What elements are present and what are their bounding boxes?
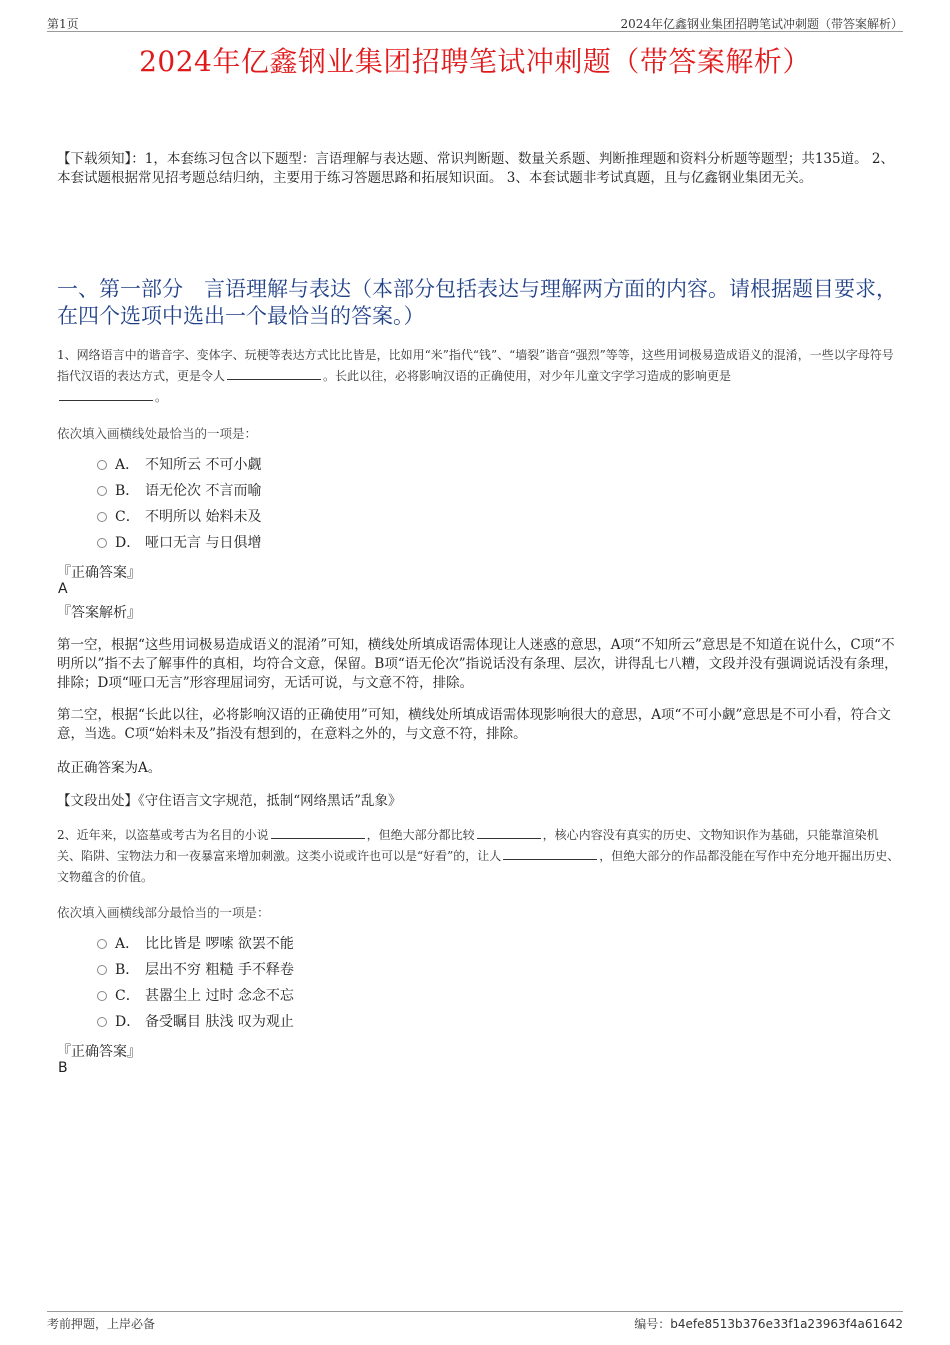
option-c[interactable]: C． 不明所以 始料未及 xyxy=(97,504,261,530)
option-b[interactable]: B． 语无伦次 不言而喻 xyxy=(97,478,261,504)
source-note: 【文段出处】《守住语言文字规范，抵制“网络黑话”乱象》 xyxy=(57,793,402,809)
option-b[interactable]: B． 层出不穷 粗糙 手不释卷 xyxy=(97,957,294,983)
answer-blank xyxy=(271,826,365,839)
header-doc-title: 2024年亿鑫钢业集团招聘笔试冲刺题（带答案解析） xyxy=(620,17,903,31)
question-2-options xyxy=(97,931,294,1035)
question-1-text: 1、网络语言中的谐音字、变体字、玩梗等表达方式比比皆是，比如用“米”指代“钱”、“墙裂”谐音“强烈”等等，这些用词极易造成语义的混淆，一些以字母符号指代汉语的表达方式，更是令人 。长此以往，必将影响汉语的正确使用，对少年儿童文字学习造成的影响更是 。 xyxy=(57,348,894,404)
question-2-text: 2、近年来，以盗墓或考古为名目的小说 ，但绝大部分都比较 ，核心内容没有真实的历史、文物知识作为基础，只能靠渲染机关、陷阱、宝物法力和一夜暴富来增加刺激。这类小说或许也可以是“好看”的，让人 ，但绝大部分的作品都没能在写作中充分地开掘出历史、文物蕴含的价值。 xyxy=(57,828,900,884)
correct-answer: B xyxy=(58,1060,68,1076)
question-1-options xyxy=(97,452,261,556)
option-a[interactable]: A． 比比皆是 啰嗦 欲罢不能 xyxy=(97,931,294,957)
radio-icon[interactable] xyxy=(97,991,107,1001)
correct-answer: A xyxy=(58,581,68,597)
radio-icon[interactable] xyxy=(97,965,107,975)
option-a[interactable]: A． 不知所云 不可小觑 xyxy=(97,452,261,478)
correct-answer-label: 『正确答案』 xyxy=(57,1044,141,1060)
radio-icon[interactable] xyxy=(97,538,107,548)
section-title: 一、第一部分 言语理解与表达（本部分包括表达与理解两方面的内容。请根据题目要求，在四个选项中选出一个最恰当的答案。） xyxy=(57,277,897,328)
analysis-label: 『答案解析』 xyxy=(57,605,141,621)
answer-blank xyxy=(477,826,541,839)
option-c[interactable]: C． 甚嚣尘上 过时 念念不忘 xyxy=(97,983,294,1009)
analysis-paragraph-1: 第一空，根据“这些用词极易造成语义的混淆”可知，横线处所填成语需体现让人迷惑的意思，A项“不知所云”意思是不知道在说什么，C项“不明所以”指不去了解事件的真相，均符合文意，保留。B项“语无伦次”指说话没有条理、层次，讲得乱七八糟，文段并没有强调说话没有条理，排除；D项“哑口无言”形容理屈词穷，无话可说，与文意不符，排除。 xyxy=(57,637,898,691)
radio-icon[interactable] xyxy=(97,486,107,496)
page-footer xyxy=(47,1311,903,1331)
radio-icon[interactable] xyxy=(97,1017,107,1027)
correct-answer-label: 『正确答案』 xyxy=(57,565,141,581)
answer-blank xyxy=(59,388,153,401)
document-title: 2024年亿鑫钢业集团招聘笔试冲刺题（带答案解析） xyxy=(139,45,811,78)
radio-icon[interactable] xyxy=(97,512,107,522)
radio-icon[interactable] xyxy=(97,939,107,949)
page-header xyxy=(47,13,903,32)
analysis-conclusion: 故正确答案为A。 xyxy=(57,760,162,776)
option-d[interactable]: D． 哑口无言 与日俱增 xyxy=(97,530,261,556)
option-d[interactable]: D． 备受瞩目 肤浅 叹为观止 xyxy=(97,1009,294,1035)
question-2-lead: 依次填入画横线部分最恰当的一项是： xyxy=(57,905,270,920)
footer-code: 编号：b4efe8513b376e33f1a23963f4a61642 xyxy=(634,1317,903,1331)
radio-icon[interactable] xyxy=(97,460,107,470)
answer-blank xyxy=(503,847,597,860)
answer-blank xyxy=(227,367,321,380)
download-notice: 【下载须知】：1，本套练习包含以下题型：言语理解与表达题、常识判断题、数量关系题、判断推理题和资料分析题等题型；共135道。 2、本套试题根据常见招考题总结归纳，主要用于练习答题思路和拓展知识面。 3、本套试题非考试真题，且与亿鑫钢业集团无关。 xyxy=(57,151,894,186)
page-number: 第1页 xyxy=(47,17,79,31)
analysis-paragraph-2: 第二空，根据“长此以往，必将影响汉语的正确使用”可知，横线处所填成语需体现影响很大的意思，A项“不可小觑”意思是不可小看，符合文意，当选。C项“始料未及”指没有想到的，在意料之外的，与文意不符，排除。 xyxy=(57,707,891,742)
question-1-lead: 依次填入画横线处最恰当的一项是： xyxy=(57,426,258,441)
footer-slogan: 考前押题，上岸必备 xyxy=(47,1317,156,1331)
